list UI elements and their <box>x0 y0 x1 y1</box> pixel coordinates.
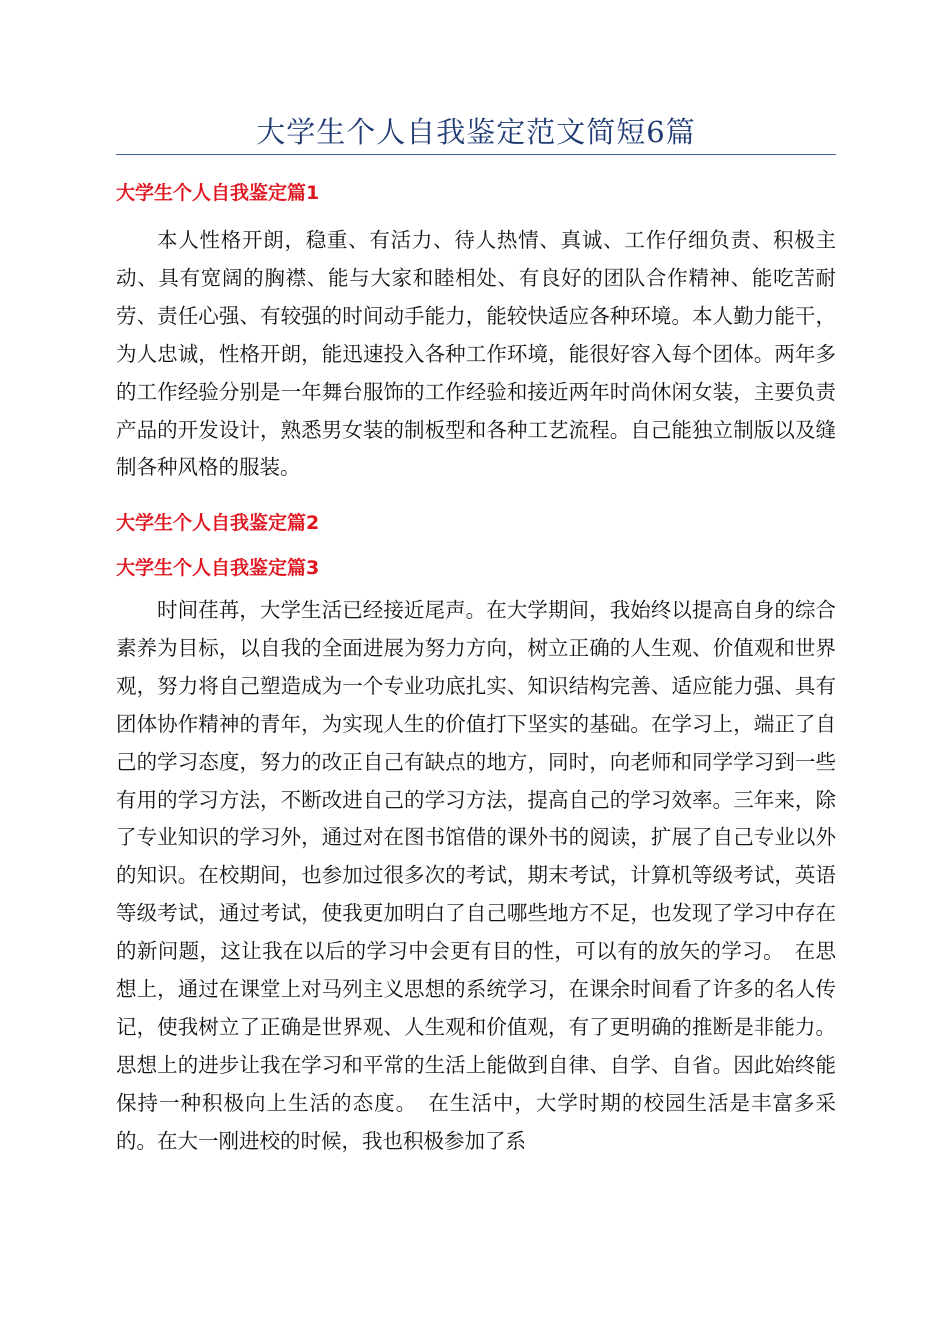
section-heading-3: 大学生个人自我鉴定篇3 <box>116 557 320 579</box>
document-title: 大学生个人自我鉴定范文简短6篇 <box>256 115 696 149</box>
section-3-paragraph: 时间荏苒，大学生活已经接近尾声。在大学期间，我始终以提高自身的综合素养为目标，以自我的全面进展为努力方向，树立正确的人生观、价值观和世界观，努力将自己塑造成为一个专业功底扎实、知识结构完善、适应能力强、具有团体协作精神的青年，为实现人生的价值打下坚实的基础。在学习上，端正了自己的学习态度，努力的改正自己有缺点的地方，同时，向老师和同学学习到一些有用的学习方法，不断改进自己的学习方法，提高自己的学习效率。三年来，除了专业知识的学习外，通过对在图书馆借的课外书的阅读，扩展了自己专业以外的知识。在校期间，也参加过很多次的考试，期末考试，计算机等级考试，英语等级考试，通过考试，使我更加明白了自己哪些地方不足，也发现了学习中存在的新问题，这让我在以后的学习中会更有目的性，可以有的放矢的学习。 在思想上，通过在课堂上对马列主义思想的系统学习，在课余时间看了许多的名人传记，使我树立了正确是世界观、人生观和价值观，有了更明确的推断是非能力。思想上的进步让我在学习和平常的生活上能做到自律、自学、自省。因此始终能保持一种积极向上生活的态度。 在生活中，大学时期的校园生活是丰富多采的。在大一刚进校的时候，我也积极参加了系 <box>116 598 836 1153</box>
section-heading-1: 大学生个人自我鉴定篇1 <box>116 182 320 204</box>
section-heading-2: 大学生个人自我鉴定篇2 <box>116 512 320 534</box>
section-1-paragraph: 本人性格开朗，稳重、有活力、待人热情、真诚、工作仔细负责、积极主动、具有宽阔的胸襟、能与大家和睦相处、有良好的团队合作精神、能吃苦耐劳、责任心强、有较强的时间动手能力，能较快适应各种环境。本人勤力能干，为人忠诚，性格开朗，能迅速投入各种工作环境，能很好容入每个团体。两年多的工作经验分别是一年舞台服饰的工作经验和接近两年时尚休闲女装，主要负责产品的开发设计，熟悉男女装的制板型和各种工艺流程。自己能独立制版以及缝制各种风格的服装。 <box>116 228 836 480</box>
title-divider <box>116 154 836 155</box>
